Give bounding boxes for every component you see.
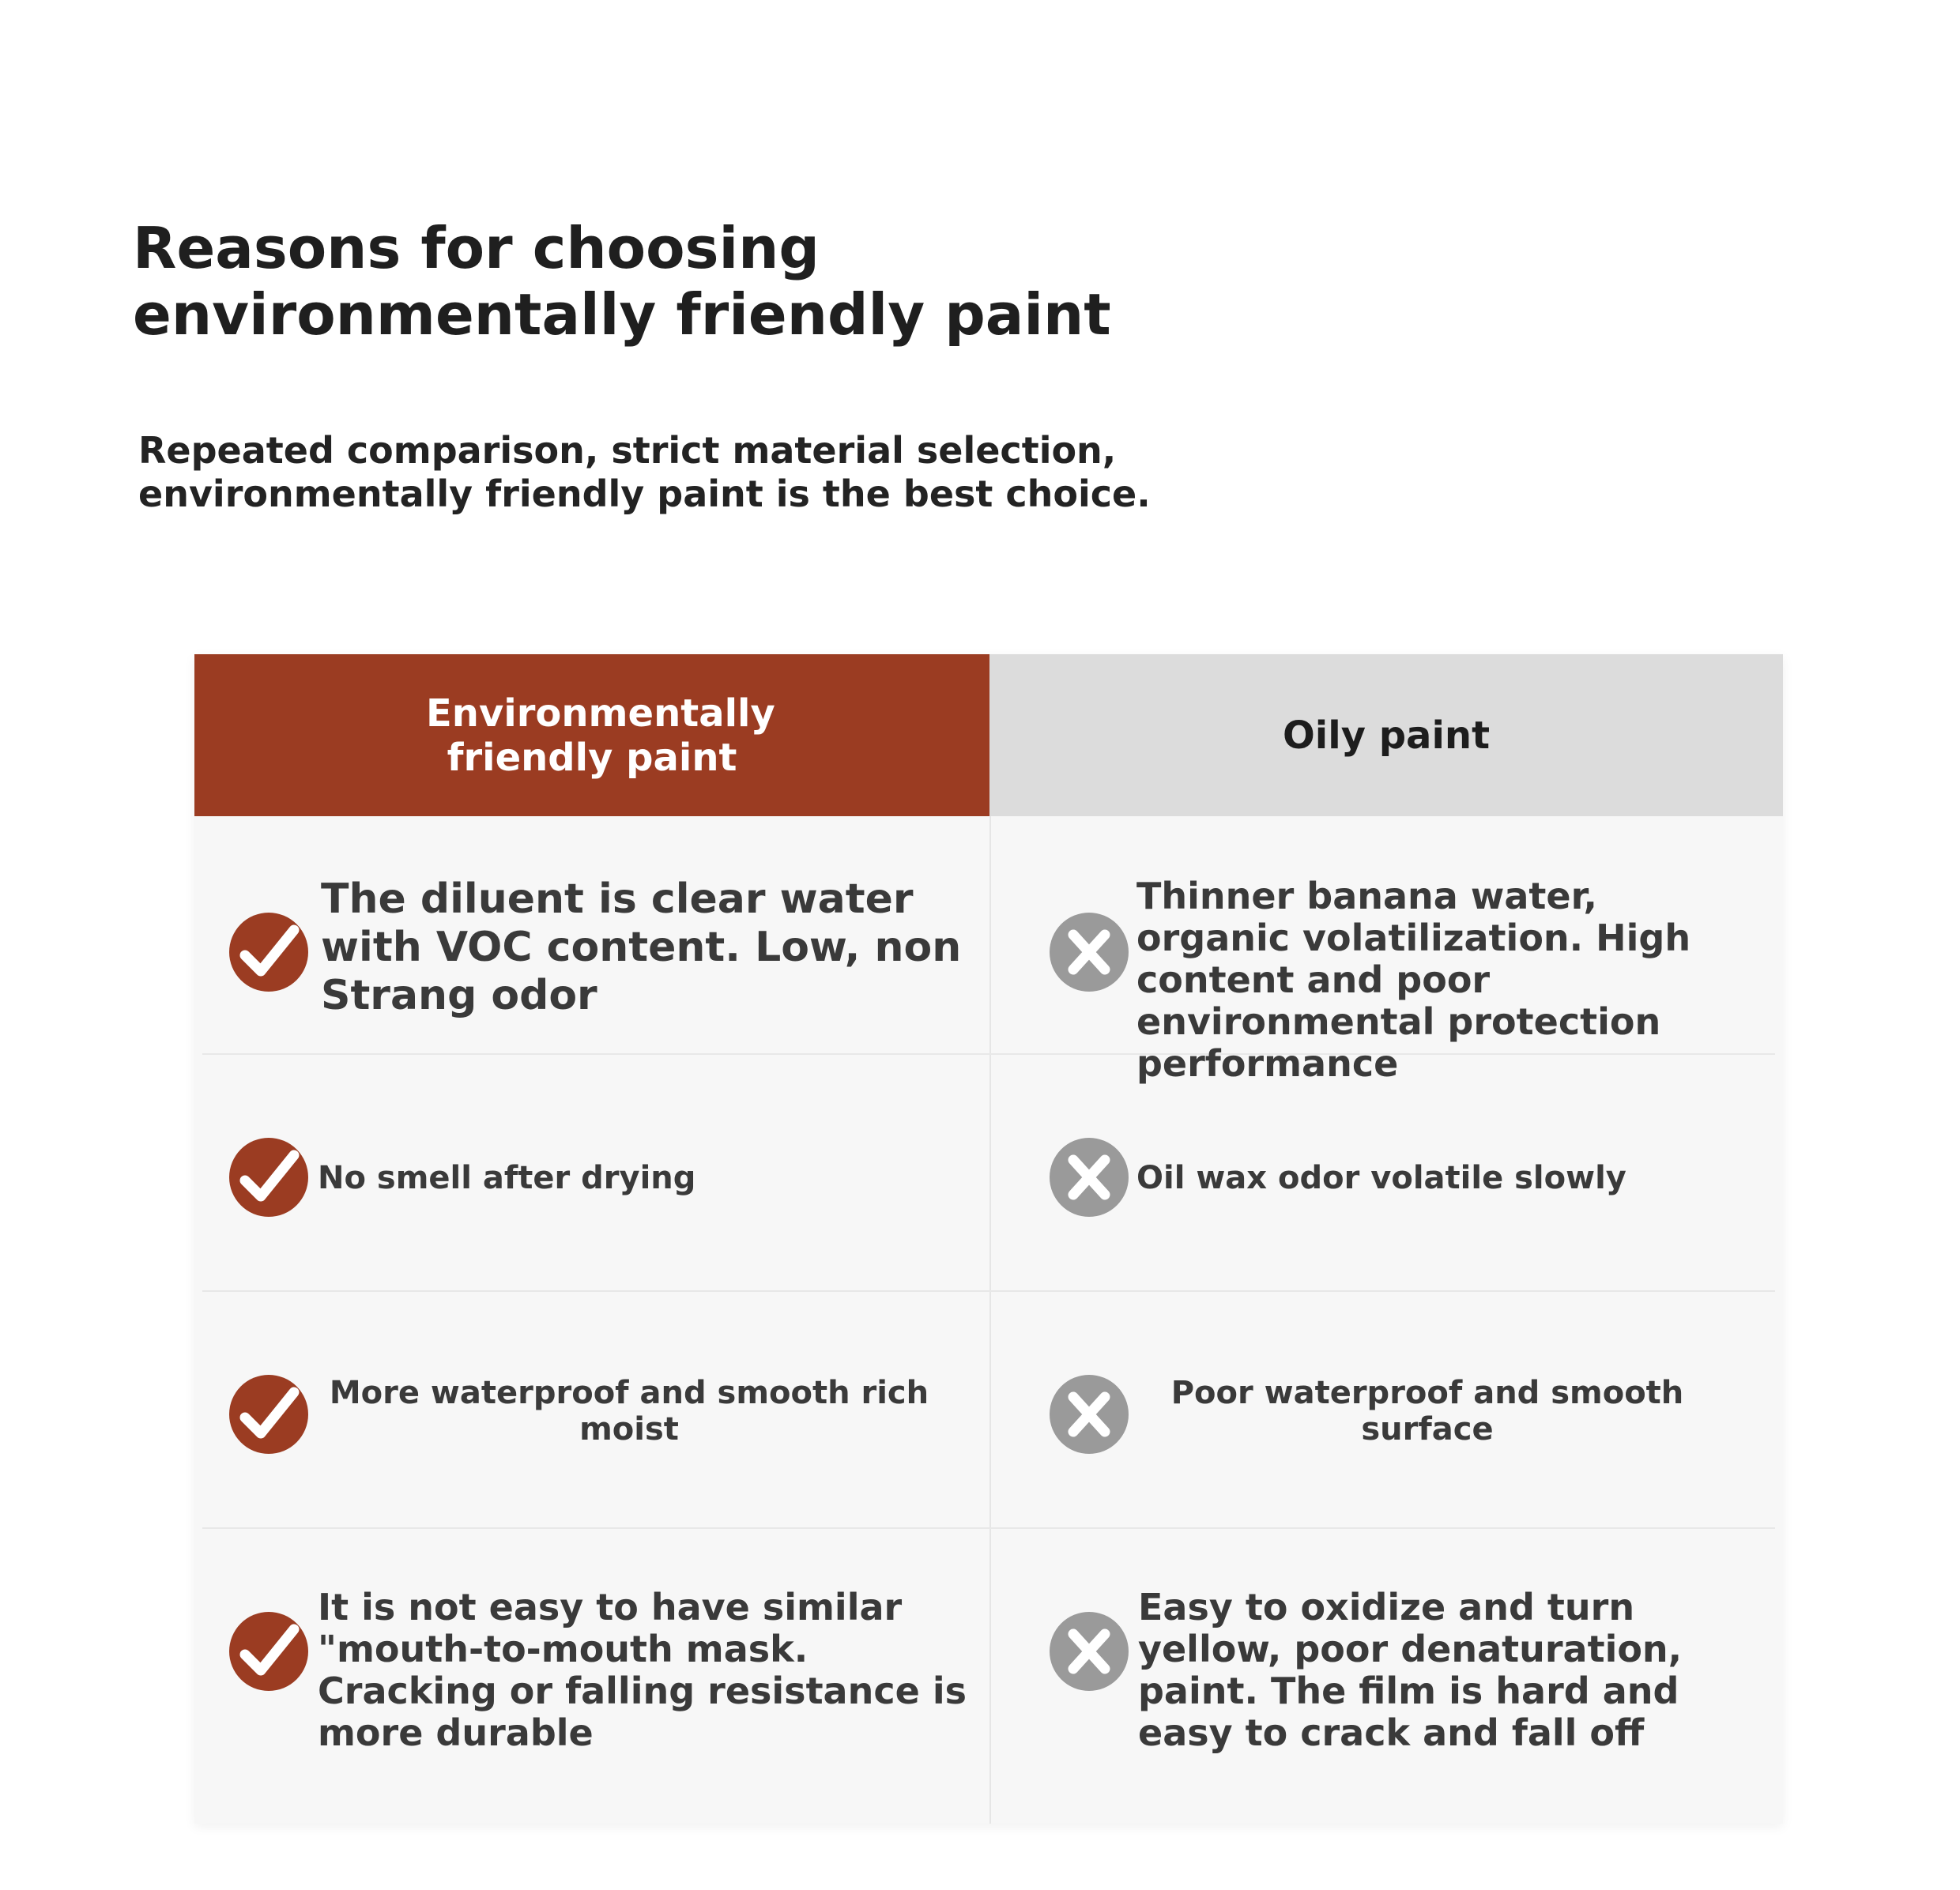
comparison-table [194,654,1783,1824]
x-circle-icon [1048,1373,1130,1455]
oily-cell-text: Oil wax odor volatile slowly [1136,1160,1626,1196]
check-circle-icon [228,1373,310,1455]
oily-cell-text: Easy to oxidize and turn yellow, poor denaturation, paint. The film is hard and easy to crack and fall off [1138,1586,1683,1754]
check-circle-icon [228,1610,310,1692]
x-circle-icon [1048,1136,1130,1218]
oily-cell-text: Poor waterproof and smooth surface [1170,1375,1684,1448]
eco-cell-text: No smell after drying [318,1160,696,1196]
column-divider [989,816,991,1824]
check-circle-icon [228,911,310,993]
eco-cell-text: The diluent is clear water with VOC content. Low, non Strang odor [321,875,962,1019]
column-header-oily-label: Oily paint [1282,713,1491,758]
oily-cell-text: Thinner banana water, organic volatilization. High content and poor environmental protection performance [1136,875,1691,1085]
column-header-eco [194,654,989,816]
page-subtitle: Repeated comparison, strict material selection, environmentally friendly paint is the best choice. [138,429,1151,515]
eco-cell-text: More waterproof and smooth rich moist [329,1375,929,1448]
row-divider [202,1527,1775,1529]
column-header-eco-label: Environmentally friendly paint [426,691,775,780]
check-circle-icon [228,1136,310,1218]
x-circle-icon [1048,911,1130,993]
x-circle-icon [1048,1610,1130,1692]
column-header-oily [989,654,1783,816]
row-divider [202,1290,1775,1292]
eco-cell-text: It is not easy to have similar "mouth-to-mouth mask. Cracking or falling resistance is more durable [318,1586,967,1754]
page-title: Reasons for choosing environmentally friendly paint [133,215,1111,348]
